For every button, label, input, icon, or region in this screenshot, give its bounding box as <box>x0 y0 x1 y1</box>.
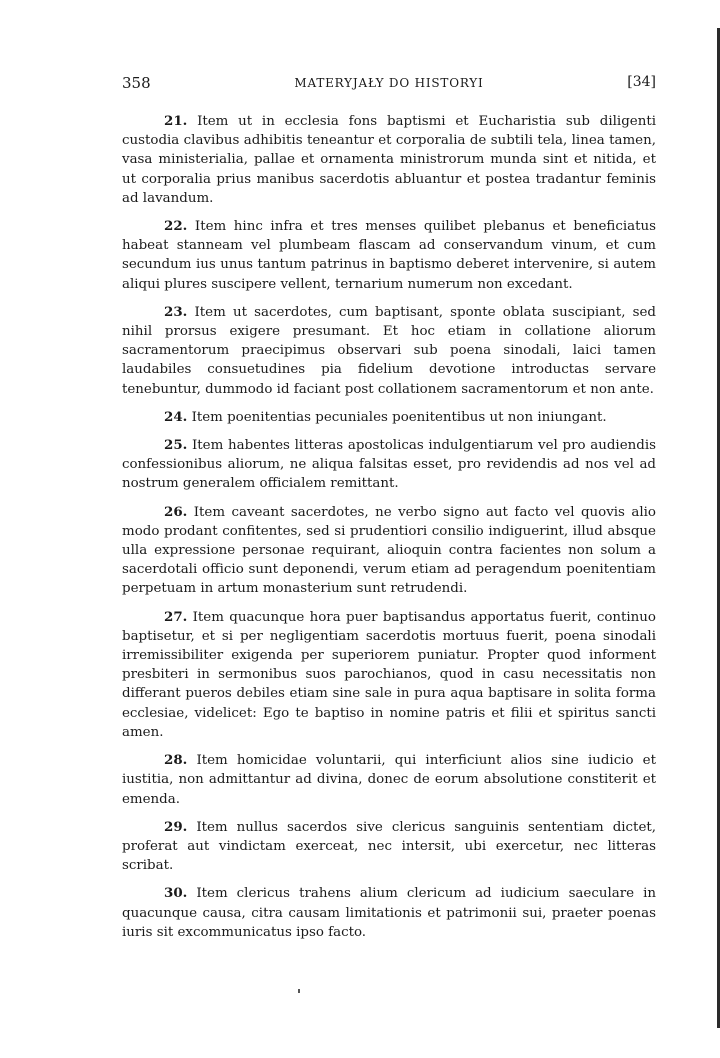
footer-ink-mark <box>298 989 300 993</box>
paragraph-text: Item habentes litteras apostolicas indulgentiarum vel pro audiendis confessionibus aliorum, ne aliqua falsitas esset, pro revidendis ad nos vel ad nostrum generalem officialem remittant. <box>122 438 656 492</box>
paragraph-number: 26. <box>164 503 188 520</box>
paragraph-22 <box>122 217 656 294</box>
paragraph-number: 24. <box>164 408 188 425</box>
paragraph-29 <box>122 818 656 876</box>
paragraph-text: Item caveant sacerdotes, ne verbo signo aut facto vel quovis alio modo prodant confitentes, sed si prudentiori consilio indiguerint, illud absque ulla expressione personae requirant, alioquin contra facientes non solum a sacerdotali officio sunt deponendi, verum etiam ad peragendum poenitentiam perpetuam in artum monasterium sunt retrudendi. <box>122 504 656 597</box>
paragraph-number: 30. <box>164 885 188 902</box>
body-text <box>122 112 656 942</box>
paragraph-number: 28. <box>164 752 188 769</box>
paragraph-number: 22. <box>164 218 188 235</box>
paragraph-26 <box>122 503 656 599</box>
paragraph-number: 27. <box>164 608 188 625</box>
paragraph-text: Item homicidae voluntarii, qui interficiunt alios sine iudicio et iustitia, non admittantur ad divina, donec de eorum absolutione constiterit et emenda. <box>122 753 656 807</box>
paragraph-text: Item ut sacerdotes, cum baptisant, sponte oblata suscipiant, sed nihil prorsus exigere presumant. Et hoc etiam in collatione aliorum sacramentorum praecipimus observari sub poena sinodali, laici tamen laudabiles consuetudines pia fidelium devotione introductas servare tenebuntur, dummodo id faciant post collationem sacramentorum et non ante. <box>122 304 656 397</box>
running-head <box>122 74 656 98</box>
paragraph-text: Item clericus trahens alium clericum ad iudicium saeculare in quacunque causa, citra causam limitationis et patrimonii sui, praeter poenas iuris sit excommunicatus ipso facto. <box>122 886 656 940</box>
paragraph-text: Item nullus sacerdos sive clericus sanguinis sententiam dictet, proferat aut vindictam exerceat, nec intersit, ubi exercetur, nec litteras scribat. <box>122 819 657 874</box>
paragraph-number: 29. <box>164 818 188 835</box>
paragraph-number: 25. <box>164 437 188 454</box>
page-number: 358 <box>122 74 151 92</box>
paragraph-text: Item hinc infra et tres menses quilibet plebanus et beneficiatus habeat stanneam vel plumbeam flascam ad conservandum vinum, et cum secundum ius unus tantum patrinus in baptismo deberet intervenire, si autem aliqui plures suscipere vellent, ternarium numerum non excedant. <box>122 219 656 292</box>
paragraph-25 <box>122 436 656 494</box>
paragraph-number: 21. <box>164 113 188 129</box>
paragraph-30 <box>122 884 656 942</box>
paragraph-28 <box>122 751 656 809</box>
paragraph-text: Item poenitentias pecuniales poenitentibus ut non iniungant. <box>191 409 607 425</box>
paragraph-27 <box>122 608 656 742</box>
paragraph-23 <box>122 303 656 399</box>
running-title: MATERYJAŁY DO HISTORYI <box>294 76 484 90</box>
document-page <box>122 74 656 951</box>
paragraph-text: Item quacunque hora puer baptisandus apportatus fuerit, continuo baptisetur, et si per negligentiam sacerdotis mortuus fuerit, poena sinodali irremissibiliter exigenda per superiorem puniatur. Propter quod informent presbiteri in sermonibus suos parochianos, quod in casu necessitatis non differant pueros debiles etiam sine sale in pura aqua baptisare in solita forma ecclesiae, videlicet: Ego te baptiso in nomine patris et filii et spiritus sancti amen. <box>122 609 656 740</box>
paragraph-21 <box>122 112 656 208</box>
signature-mark: [34] <box>627 74 656 90</box>
paragraph-24 <box>122 408 656 427</box>
paragraph-number: 23. <box>164 303 188 320</box>
paragraph-text: Item ut in ecclesia fons baptismi et Eucharistia sub diligenti custodia clavibus adhibitis teneantur et corporalia de subtili tela, linea tamen, vasa ministerialia, pallae et ornamenta ministrorum munda sint et nitida, et ut corporalia prius manibus sacerdotis abluantur et postea tradantur feminis ad lavandum. <box>122 114 656 206</box>
